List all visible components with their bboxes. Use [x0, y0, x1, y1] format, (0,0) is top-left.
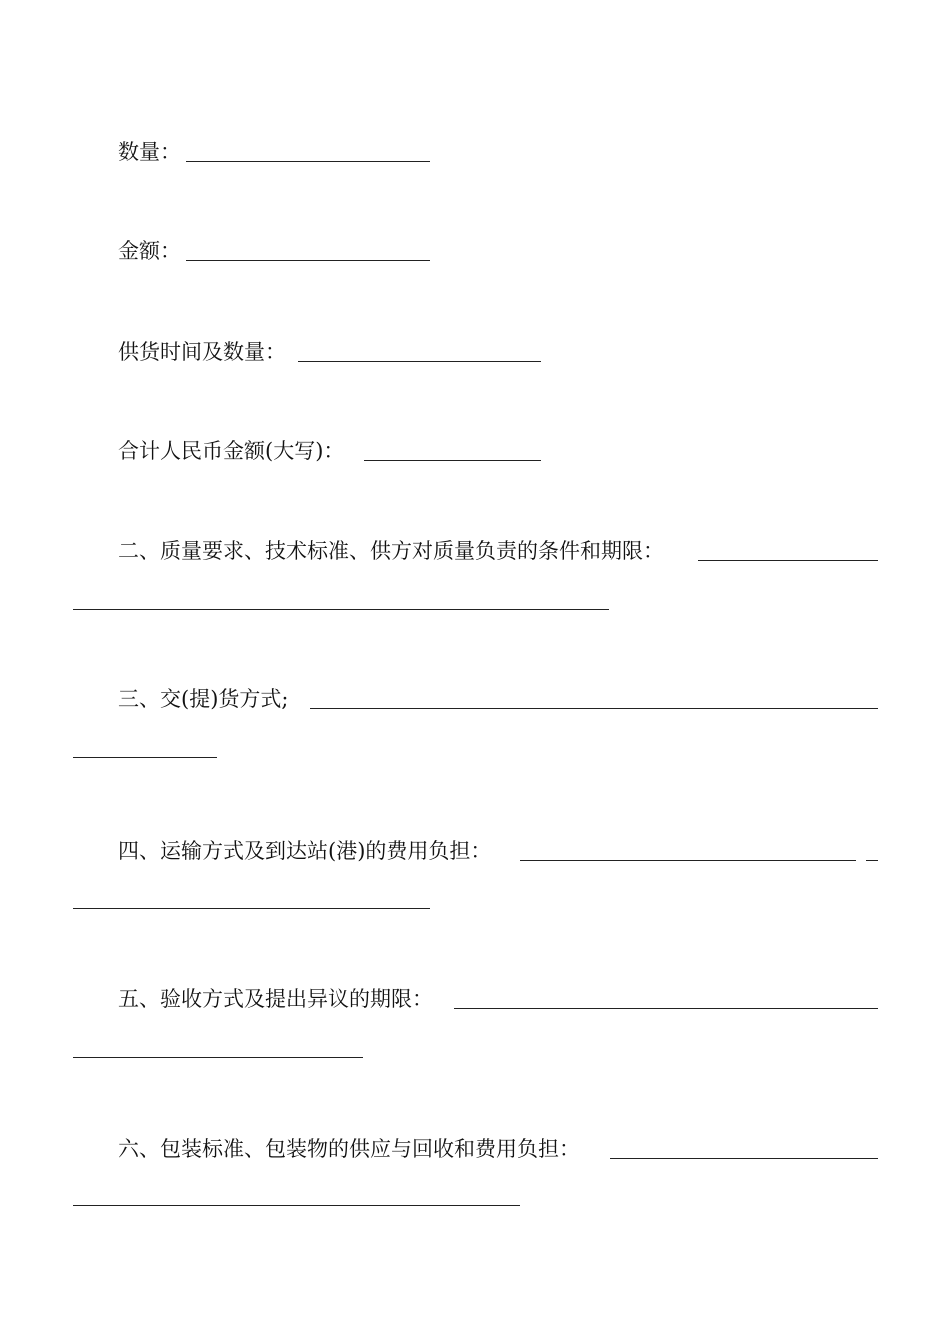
fill-in-blank-continuation[interactable]: [73, 908, 430, 909]
field-delivery-time-quantity: [0, 337, 950, 367]
field-label: 合计人民币金额(大写)：: [118, 439, 345, 463]
field-label: 供货时间及数量：: [118, 340, 286, 364]
fill-in-blank-continuation[interactable]: [73, 757, 217, 758]
fill-in-blank[interactable]: [186, 161, 430, 162]
field-amount: [0, 236, 950, 266]
clause-delivery-method: [0, 684, 950, 714]
field-quantity: [0, 137, 950, 167]
field-label: 金额：: [118, 239, 181, 263]
fill-in-blank-continuation[interactable]: [73, 1057, 363, 1058]
fill-in-blank[interactable]: [698, 560, 878, 561]
clause-label: 四、运输方式及到达站(港)的费用负担：: [118, 839, 492, 863]
clause-packaging: [0, 1134, 950, 1164]
fill-in-blank[interactable]: [520, 860, 856, 861]
fill-in-blank-continuation[interactable]: [73, 609, 609, 610]
clause-transport: [0, 836, 950, 866]
clause-acceptance: [0, 984, 950, 1014]
fill-in-blank[interactable]: [454, 1008, 878, 1009]
fill-in-blank[interactable]: [186, 260, 430, 261]
clause-quality: [0, 536, 950, 566]
field-total-rmb-uppercase: [0, 436, 950, 466]
field-label: 数量：: [118, 140, 181, 164]
fill-in-blank-tail[interactable]: [866, 860, 878, 861]
clause-label: 六、包装标准、包装物的供应与回收和费用负担：: [118, 1137, 580, 1161]
fill-in-blank[interactable]: [610, 1158, 878, 1159]
clause-label: 五、验收方式及提出异议的期限：: [118, 987, 433, 1011]
fill-in-blank-continuation[interactable]: [73, 1205, 520, 1206]
clause-label: 三、交(提)货方式;: [118, 687, 289, 711]
fill-in-blank[interactable]: [310, 708, 878, 709]
fill-in-blank[interactable]: [298, 361, 541, 362]
fill-in-blank[interactable]: [364, 460, 541, 461]
clause-label: 二、质量要求、技术标准、供方对质量负责的条件和期限：: [118, 539, 664, 563]
